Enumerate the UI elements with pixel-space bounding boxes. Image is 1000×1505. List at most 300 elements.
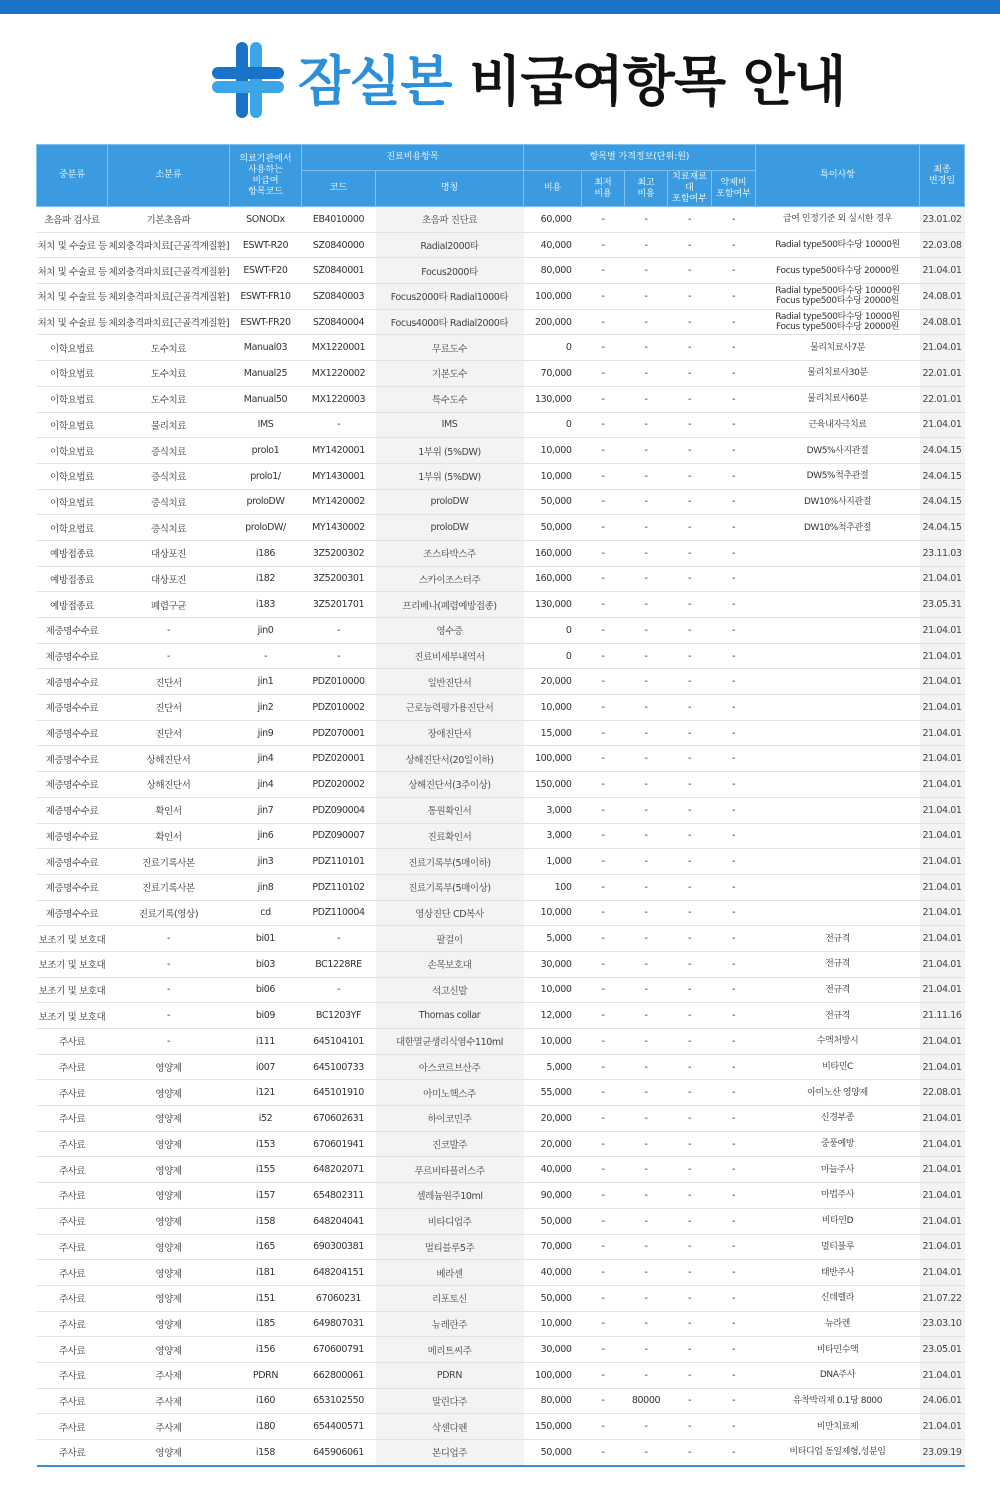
- cell-notes: 물리치료사30분: [756, 361, 920, 387]
- cell-minor: -: [108, 926, 230, 952]
- cell-major: 이학요법료: [37, 438, 108, 464]
- cell-material: -: [668, 566, 712, 592]
- cell-changed: 21.04.01: [920, 746, 965, 772]
- cell-cost: 80,000: [524, 258, 582, 284]
- cell-max-cost: -: [625, 1414, 668, 1440]
- cell-max-cost: -: [625, 1311, 668, 1337]
- cell-material: -: [668, 1003, 712, 1029]
- cell-inst-code: i155: [230, 1157, 302, 1183]
- cell-name: 말린다주: [376, 1388, 524, 1414]
- cell-min-cost: -: [582, 1029, 625, 1055]
- cell-notes: [756, 643, 920, 669]
- page-title: [298, 42, 845, 122]
- table-row: [37, 772, 965, 798]
- cell-cost: 0: [524, 618, 582, 644]
- cell-code: -: [302, 643, 376, 669]
- cell-major: 이학요법료: [37, 386, 108, 412]
- cell-minor: 증식치료: [108, 463, 230, 489]
- cell-code: 654400571: [302, 1414, 376, 1440]
- table-row: [37, 1106, 965, 1132]
- cell-minor: 진단서: [108, 720, 230, 746]
- cell-cost: 100,000: [524, 746, 582, 772]
- cell-material: -: [668, 1362, 712, 1388]
- cell-material: -: [668, 592, 712, 618]
- cell-min-cost: -: [582, 258, 625, 284]
- cell-notes: 전규격: [756, 951, 920, 977]
- cell-max-cost: -: [625, 361, 668, 387]
- table-row: [37, 1440, 965, 1466]
- cell-max-cost: -: [625, 1131, 668, 1157]
- cell-notes: [756, 720, 920, 746]
- cell-code: -: [302, 926, 376, 952]
- cell-drug: -: [712, 412, 756, 438]
- cell-cost: 70,000: [524, 1234, 582, 1260]
- cell-drug: -: [712, 849, 756, 875]
- cell-major: 주사료: [37, 1388, 108, 1414]
- cell-major: 제증명수수료: [37, 874, 108, 900]
- table-row: [37, 977, 965, 1003]
- cell-minor: 영양제: [108, 1285, 230, 1311]
- cell-max-cost: -: [625, 874, 668, 900]
- cell-minor: 상해진단서: [108, 772, 230, 798]
- cell-major: 주사료: [37, 1362, 108, 1388]
- cell-name: IMS: [376, 412, 524, 438]
- cell-major: 제증명수수료: [37, 797, 108, 823]
- cell-major: 주사료: [37, 1337, 108, 1363]
- cell-min-cost: -: [582, 951, 625, 977]
- cell-inst-code: i165: [230, 1234, 302, 1260]
- cell-max-cost: -: [625, 207, 668, 233]
- cell-inst-code: i182: [230, 566, 302, 592]
- cell-material: -: [668, 1157, 712, 1183]
- cell-code: PDZ110102: [302, 874, 376, 900]
- cell-max-cost: -: [625, 1183, 668, 1209]
- cell-changed: 24.04.15: [920, 438, 965, 464]
- table-row: [37, 1131, 965, 1157]
- cell-name: 멀티블루5주: [376, 1234, 524, 1260]
- cell-material: -: [668, 284, 712, 310]
- cell-min-cost: -: [582, 1337, 625, 1363]
- cell-name: 조스타박스주: [376, 540, 524, 566]
- cell-major: 제증명수수료: [37, 618, 108, 644]
- cell-material: -: [668, 1183, 712, 1209]
- cell-changed: 22.03.08: [920, 232, 965, 258]
- cell-major: 제증명수수료: [37, 643, 108, 669]
- cell-inst-code: jin0: [230, 618, 302, 644]
- cell-changed: 23.01.02: [920, 207, 965, 233]
- cell-major: 처치 및 수술료 등: [37, 309, 108, 335]
- cell-drug: -: [712, 926, 756, 952]
- cell-min-cost: -: [582, 1054, 625, 1080]
- cell-changed: 21.04.01: [920, 643, 965, 669]
- cell-code: MX1220002: [302, 361, 376, 387]
- table-row: [37, 566, 965, 592]
- cell-minor: 주사제: [108, 1362, 230, 1388]
- cell-notes: [756, 772, 920, 798]
- cell-notes: 뉴라렌: [756, 1311, 920, 1337]
- header-minor: 소분류: [108, 145, 230, 207]
- cell-notes: Focus type500타수당 20000원: [756, 258, 920, 284]
- page-title-main: 비급여항목 안내: [469, 50, 846, 113]
- cell-min-cost: -: [582, 874, 625, 900]
- table-row: [37, 695, 965, 721]
- cell-drug: -: [712, 772, 756, 798]
- cell-material: -: [668, 746, 712, 772]
- cell-inst-code: IMS: [230, 412, 302, 438]
- cell-code: 648204041: [302, 1208, 376, 1234]
- cell-changed: 21.04.01: [920, 849, 965, 875]
- cell-major: 처치 및 수술료 등: [37, 284, 108, 310]
- cell-min-cost: -: [582, 566, 625, 592]
- cell-drug: -: [712, 1414, 756, 1440]
- cell-minor: 진단서: [108, 669, 230, 695]
- cell-notes: 비타민수액: [756, 1337, 920, 1363]
- cell-material: -: [668, 1260, 712, 1286]
- cell-name: 뉴레란주: [376, 1311, 524, 1337]
- cell-max-cost: -: [625, 489, 668, 515]
- cell-inst-code: proloDW: [230, 489, 302, 515]
- cell-changed: 21.04.01: [920, 1029, 965, 1055]
- cell-min-cost: -: [582, 1234, 625, 1260]
- cell-min-cost: -: [582, 1388, 625, 1414]
- cell-minor: 영양제: [108, 1106, 230, 1132]
- cell-minor: 도수치료: [108, 361, 230, 387]
- cell-min-cost: -: [582, 438, 625, 464]
- cell-notes: 중풍예방: [756, 1131, 920, 1157]
- table-row: [37, 1337, 965, 1363]
- cell-max-cost: -: [625, 669, 668, 695]
- cell-min-cost: -: [582, 926, 625, 952]
- cell-material: -: [668, 1285, 712, 1311]
- cell-changed: 21.11.16: [920, 1003, 965, 1029]
- cell-changed: 21.04.01: [920, 335, 965, 361]
- cell-major: 이학요법료: [37, 412, 108, 438]
- cell-name: 아스코르브산주: [376, 1054, 524, 1080]
- cell-name: Thomas collar: [376, 1003, 524, 1029]
- cell-notes: 비타디업 동일제형,성분임: [756, 1440, 920, 1466]
- cell-inst-code: prolo1/: [230, 463, 302, 489]
- cell-name: 팔걸이: [376, 926, 524, 952]
- cell-name: 1부위 (5%DW): [376, 463, 524, 489]
- cell-name: 스카이조스터주: [376, 566, 524, 592]
- cell-cost: 40,000: [524, 1157, 582, 1183]
- cell-max-cost: -: [625, 977, 668, 1003]
- cell-min-cost: -: [582, 1362, 625, 1388]
- header-cost: 비용: [524, 171, 582, 207]
- cell-inst-code: i156: [230, 1337, 302, 1363]
- cell-material: -: [668, 463, 712, 489]
- cell-cost: 12,000: [524, 1003, 582, 1029]
- cell-max-cost: -: [625, 1106, 668, 1132]
- cell-major: 보조기 및 보호대: [37, 951, 108, 977]
- cell-notes: Radial type500타수당 10000원: [756, 232, 920, 258]
- table-row: [37, 1029, 965, 1055]
- cell-max-cost: -: [625, 849, 668, 875]
- cell-drug: -: [712, 309, 756, 335]
- cell-code: SZ0840001: [302, 258, 376, 284]
- cell-min-cost: -: [582, 412, 625, 438]
- cell-max-cost: -: [625, 412, 668, 438]
- cell-max-cost: -: [625, 386, 668, 412]
- cell-drug: -: [712, 1388, 756, 1414]
- cell-changed: 24.08.01: [920, 284, 965, 310]
- cell-material: -: [668, 1234, 712, 1260]
- price-table: [36, 144, 965, 1467]
- cell-changed: 22.01.01: [920, 361, 965, 387]
- cell-material: -: [668, 412, 712, 438]
- cell-max-cost: -: [625, 232, 668, 258]
- cell-notes: 멀티블루: [756, 1234, 920, 1260]
- cell-code: -: [302, 618, 376, 644]
- cell-major: 제증명수수료: [37, 849, 108, 875]
- table-row: [37, 515, 965, 541]
- cell-minor: 진단서: [108, 695, 230, 721]
- cell-changed: 21.04.01: [920, 951, 965, 977]
- cell-changed: 21.04.01: [920, 1414, 965, 1440]
- cell-major: 주사료: [37, 1029, 108, 1055]
- cell-changed: 21.04.01: [920, 926, 965, 952]
- cell-notes: 신데렐라: [756, 1285, 920, 1311]
- cell-inst-code: i111: [230, 1029, 302, 1055]
- cell-major: 주사료: [37, 1260, 108, 1286]
- cell-changed: 23.09.19: [920, 1440, 965, 1466]
- table-row: [37, 823, 965, 849]
- cell-drug: -: [712, 361, 756, 387]
- cell-cost: 80,000: [524, 1388, 582, 1414]
- cell-major: 보조기 및 보호대: [37, 926, 108, 952]
- cell-notes: [756, 540, 920, 566]
- cell-minor: -: [108, 951, 230, 977]
- cell-name: 프리베나(폐렴예방접종): [376, 592, 524, 618]
- cell-code: 690300381: [302, 1234, 376, 1260]
- cell-max-cost: -: [625, 1054, 668, 1080]
- cell-cost: 10,000: [524, 900, 582, 926]
- cell-material: -: [668, 669, 712, 695]
- cell-inst-code: jin1: [230, 669, 302, 695]
- cell-drug: -: [712, 1337, 756, 1363]
- cell-inst-code: i52: [230, 1106, 302, 1132]
- cell-drug: -: [712, 386, 756, 412]
- cell-code: MY1430002: [302, 515, 376, 541]
- cell-name: Focus2000타 Radial1000타: [376, 284, 524, 310]
- cell-drug: -: [712, 823, 756, 849]
- cell-minor: 폐렴구균: [108, 592, 230, 618]
- cell-code: PDZ070001: [302, 720, 376, 746]
- cell-code: 654802311: [302, 1183, 376, 1209]
- cell-drug: -: [712, 1029, 756, 1055]
- cell-max-cost: 80000: [625, 1388, 668, 1414]
- cell-cost: 15,000: [524, 720, 582, 746]
- cell-minor: 주사제: [108, 1414, 230, 1440]
- cell-material: -: [668, 258, 712, 284]
- cell-name: 석고신발: [376, 977, 524, 1003]
- table-row: [37, 720, 965, 746]
- cell-name: 1부위 (5%DW): [376, 438, 524, 464]
- cell-material: -: [668, 900, 712, 926]
- cell-major: 주사료: [37, 1157, 108, 1183]
- cell-changed: 21.04.01: [920, 900, 965, 926]
- table-row: [37, 463, 965, 489]
- cell-cost: 10,000: [524, 695, 582, 721]
- cell-name: 셀레늄원주10ml: [376, 1183, 524, 1209]
- cell-cost: 150,000: [524, 772, 582, 798]
- cell-drug: -: [712, 746, 756, 772]
- cell-drug: -: [712, 232, 756, 258]
- cell-code: 653102550: [302, 1388, 376, 1414]
- cell-notes: 급여 인정기준 외 실시한 경우: [756, 207, 920, 233]
- cell-drug: -: [712, 1183, 756, 1209]
- cell-major: 이학요법료: [37, 463, 108, 489]
- cell-cost: 5,000: [524, 1054, 582, 1080]
- cell-code: PDZ110101: [302, 849, 376, 875]
- cell-code: MY1420001: [302, 438, 376, 464]
- cell-name: 진료비세부내역서: [376, 643, 524, 669]
- cell-minor: -: [108, 1029, 230, 1055]
- cell-minor: -: [108, 1003, 230, 1029]
- cell-notes: [756, 849, 920, 875]
- cell-material: -: [668, 849, 712, 875]
- cell-max-cost: -: [625, 438, 668, 464]
- cell-notes: [756, 566, 920, 592]
- table-row: [37, 592, 965, 618]
- cell-min-cost: -: [582, 1183, 625, 1209]
- cell-material: -: [668, 926, 712, 952]
- cell-code: 662800061: [302, 1362, 376, 1388]
- cell-name: 진료기록부(5매이하): [376, 849, 524, 875]
- cell-minor: 영양제: [108, 1311, 230, 1337]
- cell-name: 삭센다펜: [376, 1414, 524, 1440]
- cell-inst-code: i121: [230, 1080, 302, 1106]
- cell-drug: -: [712, 1260, 756, 1286]
- cell-name: 비타디업주: [376, 1208, 524, 1234]
- table-row: [37, 1234, 965, 1260]
- cell-min-cost: -: [582, 335, 625, 361]
- cell-max-cost: -: [625, 1337, 668, 1363]
- cell-changed: 21.04.01: [920, 258, 965, 284]
- cell-changed: 24.04.15: [920, 489, 965, 515]
- cell-cost: 5,000: [524, 926, 582, 952]
- cell-notes: [756, 797, 920, 823]
- cell-material: -: [668, 1440, 712, 1466]
- cell-cost: 40,000: [524, 232, 582, 258]
- cell-name: 푸르비타플러스주: [376, 1157, 524, 1183]
- table-row: [37, 669, 965, 695]
- cell-code: 645906061: [302, 1440, 376, 1466]
- cell-minor: 영양제: [108, 1054, 230, 1080]
- cell-min-cost: -: [582, 284, 625, 310]
- cell-material: -: [668, 695, 712, 721]
- cell-max-cost: -: [625, 746, 668, 772]
- cell-cost: 50,000: [524, 1208, 582, 1234]
- cell-minor: 도수치료: [108, 335, 230, 361]
- cell-notes: DW5%척추관절: [756, 463, 920, 489]
- cell-min-cost: -: [582, 386, 625, 412]
- cell-max-cost: -: [625, 540, 668, 566]
- cell-code: 3Z5200301: [302, 566, 376, 592]
- cell-notes: 유착박리제 0.1당 8000: [756, 1388, 920, 1414]
- cell-code: 645104101: [302, 1029, 376, 1055]
- cell-cost: 50,000: [524, 489, 582, 515]
- cell-changed: 24.04.15: [920, 515, 965, 541]
- cell-max-cost: -: [625, 772, 668, 798]
- cell-major: 제증명수수료: [37, 720, 108, 746]
- cell-changed: 22.08.01: [920, 1080, 965, 1106]
- cell-drug: -: [712, 618, 756, 644]
- cell-material: -: [668, 489, 712, 515]
- cell-changed: 21.04.01: [920, 1208, 965, 1234]
- cell-cost: 50,000: [524, 1285, 582, 1311]
- cell-major: 보조기 및 보호대: [37, 1003, 108, 1029]
- cell-name: Radial2000타: [376, 232, 524, 258]
- cell-name: Focus4000타 Radial2000타: [376, 309, 524, 335]
- cell-changed: 21.04.01: [920, 874, 965, 900]
- cell-minor: 기본초음파: [108, 207, 230, 233]
- cell-changed: 21.04.01: [920, 566, 965, 592]
- cell-inst-code: i158: [230, 1440, 302, 1466]
- cell-changed: 23.11.03: [920, 540, 965, 566]
- cell-material: -: [668, 1106, 712, 1132]
- cell-drug: -: [712, 489, 756, 515]
- cell-code: 3Z5201701: [302, 592, 376, 618]
- cell-changed: 23.05.01: [920, 1337, 965, 1363]
- cell-inst-code: ESWT-FR10: [230, 284, 302, 310]
- cell-code: PDZ010000: [302, 669, 376, 695]
- cell-inst-code: Manual50: [230, 386, 302, 412]
- cell-cost: 10,000: [524, 463, 582, 489]
- cell-major: 주사료: [37, 1285, 108, 1311]
- table-row: [37, 926, 965, 952]
- cell-drug: -: [712, 1234, 756, 1260]
- cell-material: -: [668, 1029, 712, 1055]
- header-price-group: 항목별 가격정보(단위:원): [524, 145, 756, 171]
- cell-name: proloDW: [376, 489, 524, 515]
- cell-name: 아미노헥스주: [376, 1080, 524, 1106]
- cell-inst-code: cd: [230, 900, 302, 926]
- cell-material: -: [668, 1311, 712, 1337]
- cell-max-cost: -: [625, 1440, 668, 1466]
- table-row: [37, 746, 965, 772]
- cell-inst-code: prolo1: [230, 438, 302, 464]
- cell-inst-code: -: [230, 643, 302, 669]
- page-header: [0, 38, 1000, 128]
- table-row: [37, 1208, 965, 1234]
- cell-drug: -: [712, 643, 756, 669]
- cell-min-cost: -: [582, 207, 625, 233]
- cell-changed: 21.04.01: [920, 1106, 965, 1132]
- cell-drug: -: [712, 1106, 756, 1132]
- cell-changed: 21.07.22: [920, 1285, 965, 1311]
- cell-min-cost: -: [582, 540, 625, 566]
- cell-code: PDZ010002: [302, 695, 376, 721]
- cell-inst-code: ESWT-R20: [230, 232, 302, 258]
- cell-min-cost: -: [582, 489, 625, 515]
- cell-major: 이학요법료: [37, 489, 108, 515]
- cell-max-cost: -: [625, 1234, 668, 1260]
- cell-inst-code: i160: [230, 1388, 302, 1414]
- cell-drug: -: [712, 1157, 756, 1183]
- cell-material: -: [668, 438, 712, 464]
- cell-drug: -: [712, 900, 756, 926]
- cell-major: 제증명수수료: [37, 823, 108, 849]
- cell-code: 670601941: [302, 1131, 376, 1157]
- header-inst-code: 의료기관에서 사용하는 비급여 항목코드: [230, 145, 302, 207]
- cell-notes: Radial type500타수당 10000원 Focus type500타수당 20000원: [756, 284, 920, 310]
- cell-cost: 10,000: [524, 1311, 582, 1337]
- cell-name: 영상진단 CD복사: [376, 900, 524, 926]
- cell-major: 주사료: [37, 1311, 108, 1337]
- cell-minor: 영양제: [108, 1208, 230, 1234]
- cell-inst-code: i181: [230, 1260, 302, 1286]
